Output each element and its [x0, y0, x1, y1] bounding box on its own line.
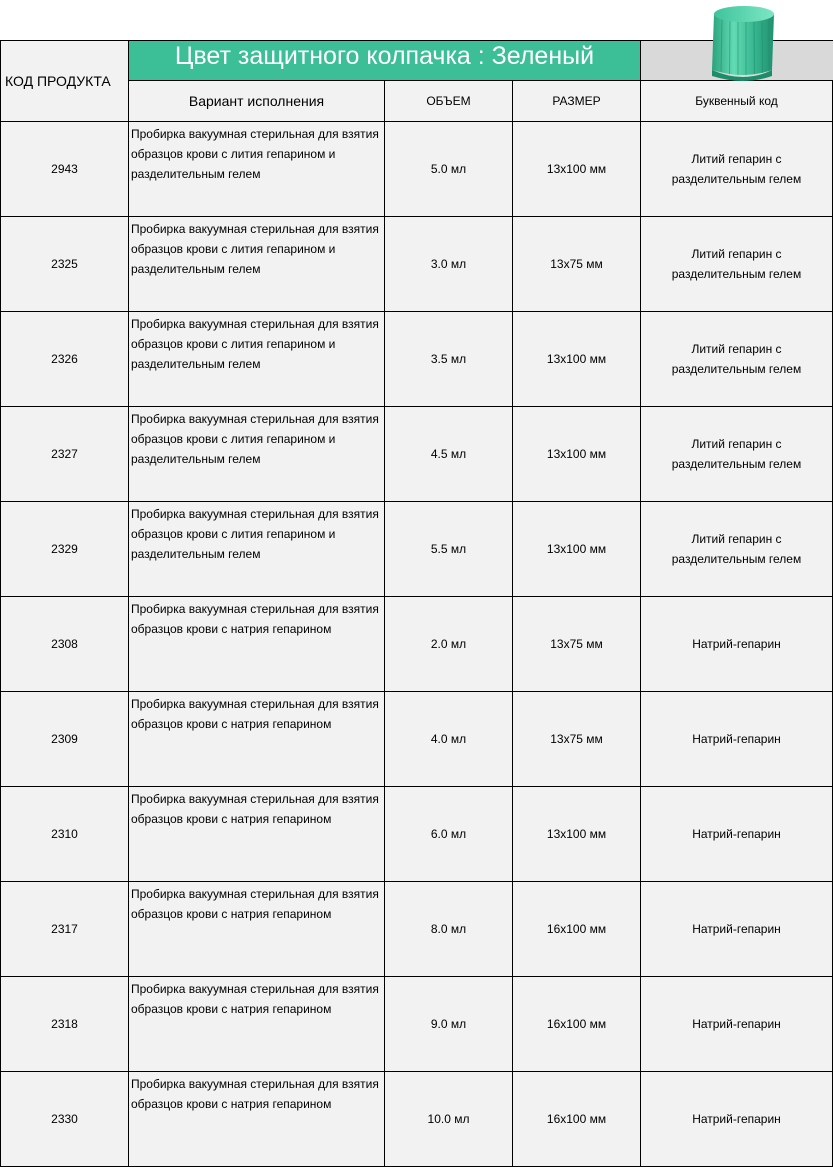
description-cell: Пробирка вакуумная стерильная для взятия образцов крови с натрия гепарином: [129, 787, 385, 882]
table-row: [1, 502, 833, 597]
size-cell: 13х100 мм: [513, 787, 641, 882]
description-cell: Пробирка вакуумная стерильная для взятия образцов крови с лития гепарином и разделительным гелем: [129, 122, 385, 217]
letter-code-column-header: Буквенный код: [641, 81, 833, 122]
letter-code-cell: Литий гепарин с разделительным гелем: [641, 122, 833, 217]
size-cell: 16х100 мм: [513, 977, 641, 1072]
letter-code-cell: Натрий-гепарин: [641, 882, 833, 977]
product-code-cell: 2308: [1, 597, 129, 692]
table-row: [1, 407, 833, 502]
product-code-cell: 2326: [1, 312, 129, 407]
product-code-cell: 2310: [1, 787, 129, 882]
volume-cell: 5.0 мл: [385, 122, 513, 217]
volume-cell: 2.0 мл: [385, 597, 513, 692]
volume-cell: 3.0 мл: [385, 217, 513, 312]
volume-cell: 4.0 мл: [385, 692, 513, 787]
table-row: [1, 977, 833, 1072]
letter-code-cell: Натрий-гепарин: [641, 692, 833, 787]
product-code-cell: 2318: [1, 977, 129, 1072]
table-row: [1, 882, 833, 977]
size-cell: 13х100 мм: [513, 312, 641, 407]
description-cell: Пробирка вакуумная стерильная для взятия образцов крови с натрия гепарином: [129, 882, 385, 977]
table-row: [1, 122, 833, 217]
green-cap-icon: [700, 2, 788, 84]
table-row: [1, 217, 833, 312]
volume-cell: 9.0 мл: [385, 977, 513, 1072]
variant-column-header: Вариант исполнения: [129, 81, 385, 122]
size-cell: 13х75 мм: [513, 597, 641, 692]
product-code-cell: 2327: [1, 407, 129, 502]
volume-cell: 6.0 мл: [385, 787, 513, 882]
letter-code-cell: Литий гепарин с разделительным гелем: [641, 312, 833, 407]
letter-code-cell: Литий гепарин с разделительным гелем: [641, 502, 833, 597]
table-row: [1, 312, 833, 407]
product-code-cell: 2943: [1, 122, 129, 217]
letter-code-cell: Натрий-гепарин: [641, 1072, 833, 1167]
size-cell: 16х100 мм: [513, 1072, 641, 1167]
table-row: [1, 597, 833, 692]
product-code-cell: 2325: [1, 217, 129, 312]
table-body: [1, 122, 833, 1167]
description-cell: Пробирка вакуумная стерильная для взятия образцов крови с лития гепарином и разделительным гелем: [129, 407, 385, 502]
size-cell: 13х100 мм: [513, 407, 641, 502]
table-row: [1, 692, 833, 787]
letter-code-cell: Литий гепарин с разделительным гелем: [641, 407, 833, 502]
description-cell: Пробирка вакуумная стерильная для взятия образцов крови с лития гепарином и разделительным гелем: [129, 217, 385, 312]
volume-cell: 10.0 мл: [385, 1072, 513, 1167]
letter-code-cell: Натрий-гепарин: [641, 787, 833, 882]
description-cell: Пробирка вакуумная стерильная для взятия образцов крови с лития гепарином и разделительным гелем: [129, 502, 385, 597]
size-cell: 13х75 мм: [513, 692, 641, 787]
product-code-cell: 2317: [1, 882, 129, 977]
volume-cell: 5.5 мл: [385, 502, 513, 597]
description-cell: Пробирка вакуумная стерильная для взятия образцов крови с натрия гепарином: [129, 692, 385, 787]
product-code-cell: 2330: [1, 1072, 129, 1167]
description-cell: Пробирка вакуумная стерильная для взятия образцов крови с натрия гепарином: [129, 977, 385, 1072]
product-code-header: КОД ПРОДУКТА: [1, 41, 129, 122]
description-cell: Пробирка вакуумная стерильная для взятия образцов крови с лития гепарином и разделительным гелем: [129, 312, 385, 407]
volume-cell: 4.5 мл: [385, 407, 513, 502]
product-code-cell: 2309: [1, 692, 129, 787]
size-column-header: РАЗМЕР: [513, 81, 641, 122]
letter-code-cell: Натрий-гепарин: [641, 977, 833, 1072]
product-code-cell: 2329: [1, 502, 129, 597]
table-row: [1, 787, 833, 882]
size-cell: 13х75 мм: [513, 217, 641, 312]
volume-cell: 3.5 мл: [385, 312, 513, 407]
cap-color-title-text: Цвет защитного колпачка : Зеленый: [174, 42, 595, 70]
description-cell: Пробирка вакуумная стерильная для взятия образцов крови с натрия гепарином: [129, 1072, 385, 1167]
size-cell: 16х100 мм: [513, 882, 641, 977]
letter-code-cell: Натрий-гепарин: [641, 597, 833, 692]
description-cell: Пробирка вакуумная стерильная для взятия образцов крови с натрия гепарином: [129, 597, 385, 692]
volume-cell: 8.0 мл: [385, 882, 513, 977]
size-cell: 13х100 мм: [513, 502, 641, 597]
product-table: [0, 40, 833, 1167]
table-row: [1, 1072, 833, 1167]
volume-column-header: ОБЪЕМ: [385, 81, 513, 122]
size-cell: 13х100 мм: [513, 122, 641, 217]
letter-code-cell: Литий гепарин с разделительным гелем: [641, 217, 833, 312]
